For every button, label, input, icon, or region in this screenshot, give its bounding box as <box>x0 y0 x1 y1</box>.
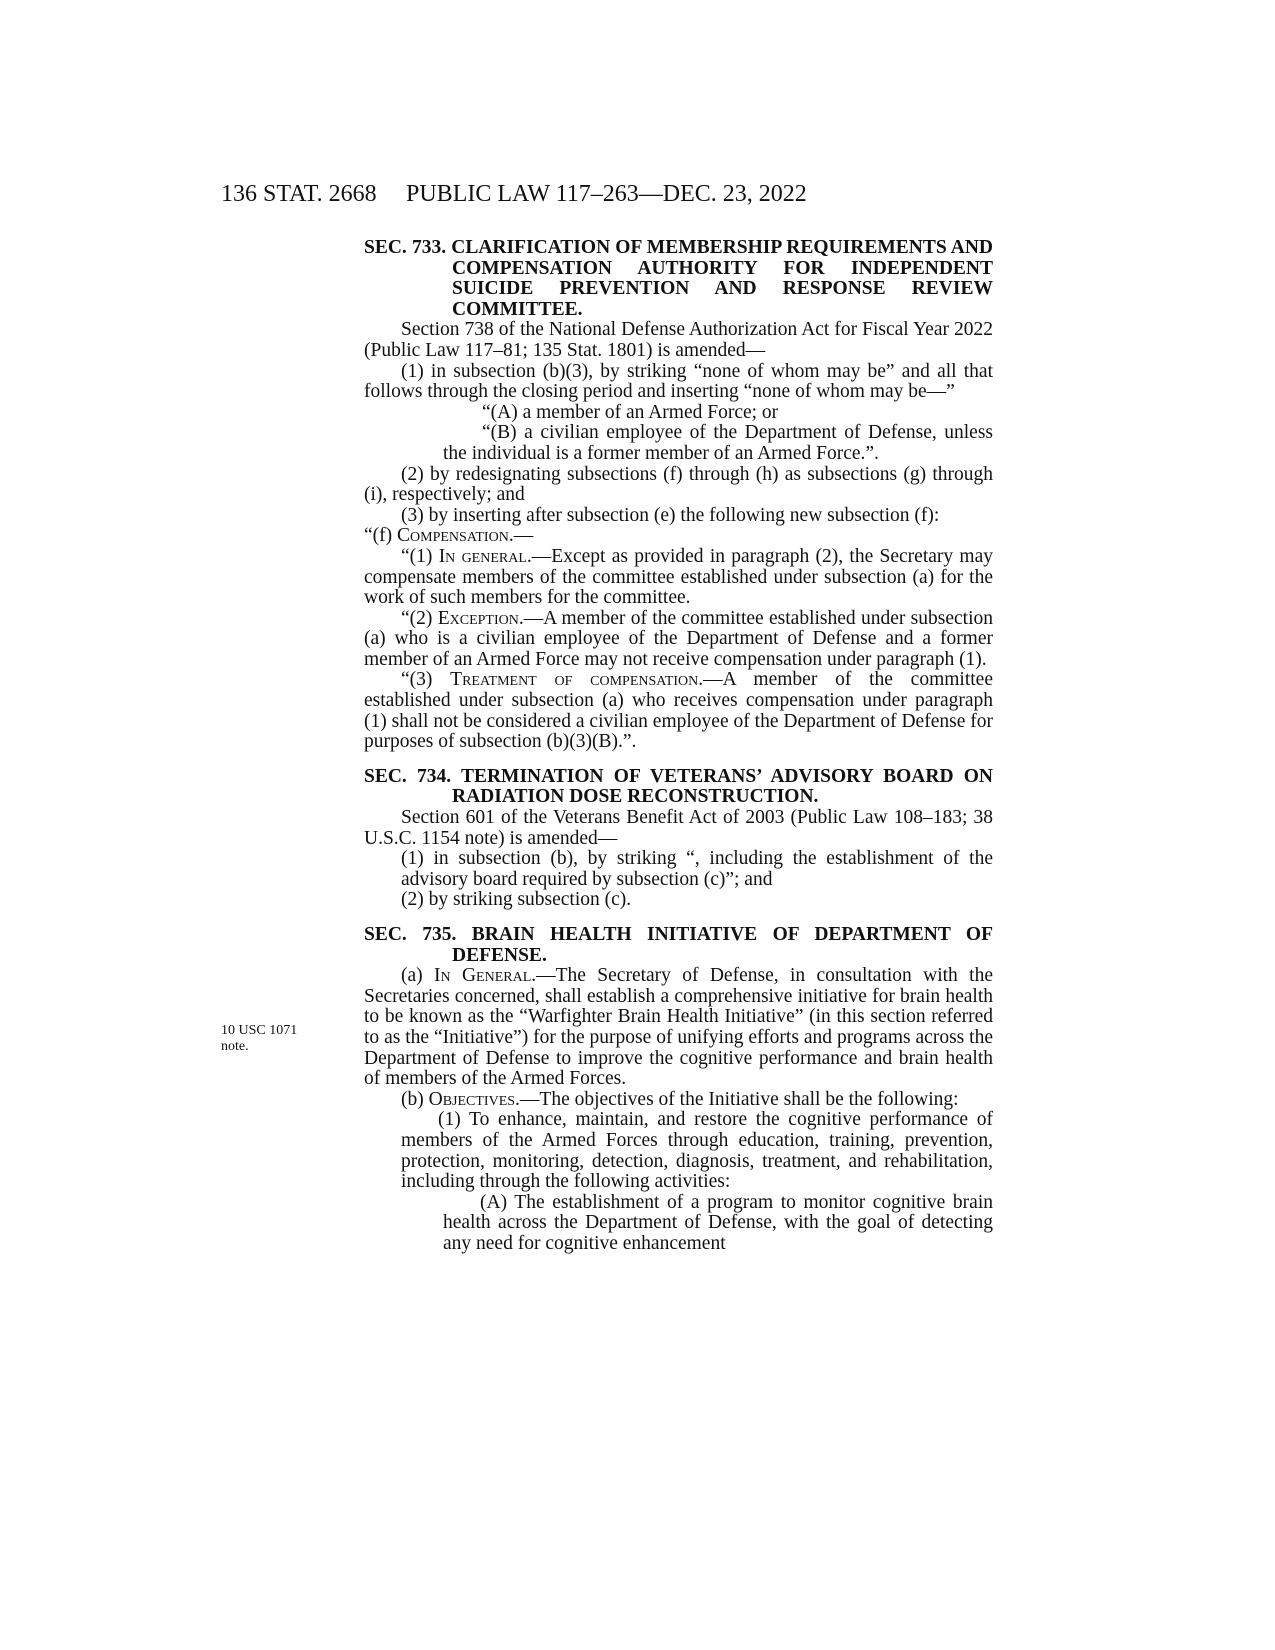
section-735-objective-1: (1) To enhance, maintain, and restore the cognitive performance of members of the Armed Forces through education, training, prevention, protection, monitoring, detection, diagnosis, treatment, and rehabilitation, including through the following activities: <box>401 1109 993 1193</box>
section-734-para-2: (2) by striking subsection (c). <box>401 889 632 911</box>
document-body <box>364 238 993 1255</box>
section-734-heading: SEC. 734. TERMINATION OF VETERANS’ ADVISORY BOARD ON RADIATION DOSE RECONSTRUCTION. <box>364 765 993 808</box>
section-733-para-1-A-text: “(A) a member of an Armed Force; or <box>482 401 779 423</box>
section-733-para-1: (1) in subsection (b)(3), by striking “none of whom may be” and all that follows through the closing period and inserting “none of whom may be—” <box>364 360 993 403</box>
section-735-heading: SEC. 735. BRAIN HEALTH INITIATIVE OF DEPARTMENT OF DEFENSE. <box>364 924 993 966</box>
section-734-intro: Section 601 of the Veterans Benefit Act of 2003 (Public Law 108–183; 38 U.S.C. 1154 note) is amended— <box>364 807 993 849</box>
section-735-objective-1-A: (A) The establishment of a program to monitor cognitive brain health across the Department of Defense, with the goal of detecting any need for cognitive enhancement <box>443 1191 993 1254</box>
section-733-para-1-A <box>364 403 993 424</box>
public-law-reference: PUBLIC LAW 117–263—DEC. 23, 2022 <box>406 181 807 207</box>
subsection-f-para-2-text: .—A member of the committee established under subsection (a) who is a civilian employee of the Department of Defense and a former member of an Armed Force may not receive compensation under paragraph (1). <box>364 607 993 670</box>
page-header <box>221 181 1041 211</box>
subsection-f-dash: .— <box>508 525 534 547</box>
subsection-f-para-2-number: “(2) <box>401 607 438 629</box>
subsection-f-para-3-number: “(3) <box>401 669 451 691</box>
margin-note-suffix: note. <box>221 1039 249 1054</box>
subsection-f-number: “(f) <box>364 525 398 547</box>
subsection-f-label: Compensation <box>397 525 509 547</box>
subsection-f-para-3-label: Treatment of compensation <box>450 669 699 691</box>
subsection-a-text: .—The Secretary of Defense, in consultation with the Secretaries concerned, shall establish a comprehensive initiative for brain health to be known as the “Warfighter Brain Health Initiative” (in this section referred to as the “Initiative”) for the purpose of unifying efforts and programs across the Department of Defense to improve the cognitive performance and brain health of members of the Armed Forces. <box>364 965 993 1090</box>
subsection-f-para-1-text: .—Except as provided in paragraph (2), the Secretary may compensate members of the committee established under subsection (a) for the work of such members for the committee. <box>364 545 993 609</box>
section-733-para-1-B: “(B) a civilian employee of the Department of Defense, unless the individual is a former member of an Armed Force.”. <box>443 422 993 464</box>
section-733-para-2: (2) by redesignating subsections (f) through (h) as subsections (g) through (i), respectively; and <box>364 463 993 506</box>
margin-note <box>221 1023 297 1055</box>
subsection-b-number: (b) <box>401 1088 429 1110</box>
section-733-intro: Section 738 of the National Defense Authorization Act for Fiscal Year 2022 (Public Law 117–81; 135 Stat. 1801) is amended— <box>364 319 993 361</box>
margin-note-citation: 10 USC 1071 <box>221 1023 298 1038</box>
subsection-f-para-2-label: Exception <box>437 607 519 629</box>
section-735-subsection-a <box>364 966 993 1090</box>
subsection-a-label: In General <box>434 965 532 987</box>
subsection-b-text: .—The objectives of the Initiative shall be the following: <box>515 1088 959 1110</box>
section-733-para-3: (3) by inserting after subsection (e) the following new subsection (f): <box>401 504 940 526</box>
subsection-f-para-1-label: In general <box>438 545 527 567</box>
section-733-heading: SEC. 733. CLARIFICATION OF MEMBERSHIP REQUIREMENTS AND COMPENSATION AUTHORITY FOR INDEPENDENT SUICIDE PREVENTION AND RESPONSE REVIEW COMMITTEE. <box>364 237 993 320</box>
subsection-f-para-3 <box>364 670 993 752</box>
statute-page-reference: 136 STAT. 2668 <box>221 181 377 207</box>
subsection-f-para-3-text: .—A member of the committee established under subsection (a) who receives compensation under paragraph (1) shall not be considered a civilian employee of the Department of Defense for purposes of subsection (b)(3)(B).”. <box>364 669 993 753</box>
section-734-para-1: (1) in subsection (b), by striking “, including the establishment of the advisory board required by subsection (c)”; and <box>401 848 993 890</box>
subsection-a-number: (a) <box>401 965 434 987</box>
subsection-f-para-2 <box>364 609 993 671</box>
subsection-f-heading <box>364 526 993 547</box>
subsection-b-label: Objectives <box>428 1088 516 1110</box>
subsection-f-para-1-number: “(1) <box>401 545 439 567</box>
section-735-subsection-b <box>364 1090 993 1111</box>
subsection-f-para-1 <box>364 547 993 609</box>
